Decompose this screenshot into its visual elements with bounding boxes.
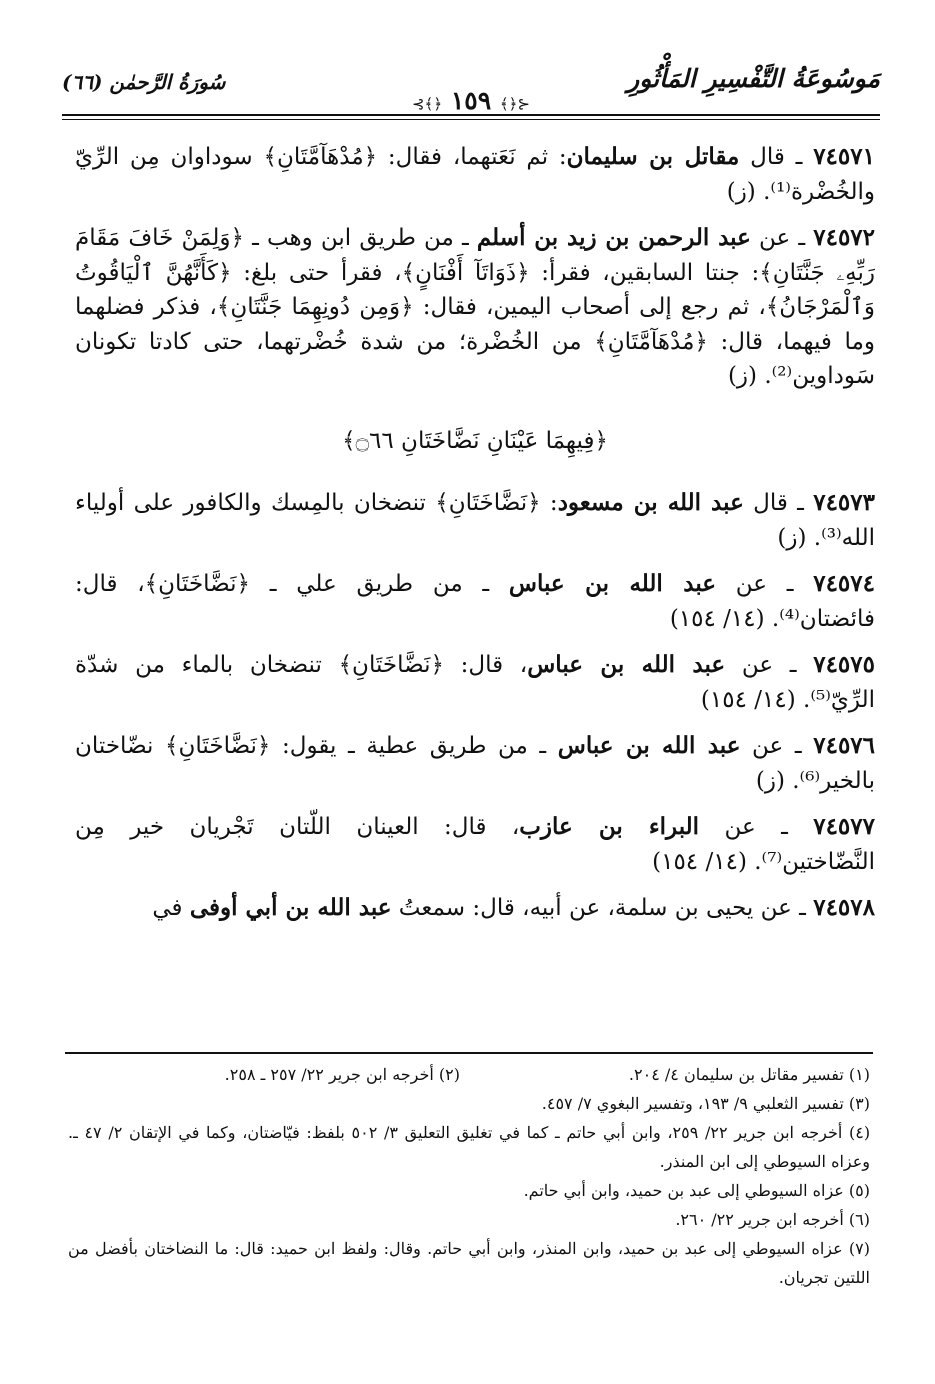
entry-text: ، قال: العينان اللّتان تَجْريان خير مِن النَّضّاختين bbox=[75, 814, 875, 875]
footnote-3: (٣) تفسير الثعلبي ٩/ ١٩٣، وتفسير البغوي ٧/ ٤٥٧. bbox=[541, 1094, 870, 1113]
entry-text: ـ عن يحيى بن سلمة، عن أبيه، قال: سمعتُ bbox=[391, 895, 814, 921]
entry-text: ـ عن bbox=[725, 652, 814, 678]
entry-text: في bbox=[152, 895, 190, 921]
footnote-rule bbox=[65, 1052, 873, 1054]
quran-quote: ﴿مُدْهَآمَّتَانِ﴾ bbox=[263, 144, 378, 170]
quran-quote: ﴿وَلِمَنْ خَافَ مَقَامَ رَبِّهِۦ جَنَّتَانِ﴾ bbox=[75, 225, 875, 286]
entry-text: ـ من طريق علي ـ bbox=[250, 571, 509, 597]
page-number-block bbox=[412, 86, 530, 115]
source-ref: . (ز) bbox=[727, 363, 772, 389]
narrator-name: عبد الله بن عباس bbox=[557, 732, 741, 759]
source-ref: . (ز) bbox=[755, 767, 800, 794]
source-ref: . (١٤/ ١٥٤) bbox=[669, 605, 780, 632]
narrator-name: البراء بن عازب bbox=[519, 813, 700, 840]
header-rule bbox=[62, 114, 880, 120]
entry-74577 bbox=[75, 810, 875, 879]
entry-number: ٧٤٥٧٥ bbox=[813, 651, 875, 678]
source-ref: . (١٤/ ١٥٤) bbox=[700, 686, 811, 713]
narrator-name: مقاتل بن سليمان bbox=[566, 143, 740, 170]
footnote-1: (١) تفسير مقاتل بن سليمان ٤/ ٢٠٤. bbox=[628, 1065, 870, 1084]
footnote-ref: ⁽²⁾ bbox=[771, 363, 793, 389]
entry-number: ٧٤٥٧٣ bbox=[813, 489, 875, 516]
entry-text: ـ عن bbox=[740, 733, 814, 759]
entry-74575 bbox=[75, 648, 875, 717]
source-ref: . (ز) bbox=[726, 178, 771, 205]
entry-text: : ثم نَعَتهما، فقال: bbox=[377, 144, 567, 170]
entry-text: ـ عن bbox=[750, 225, 814, 251]
entry-number: ٧٤٥٧٧ bbox=[813, 813, 875, 840]
source-ref: . (ز) bbox=[777, 524, 822, 551]
entry-text: سوداوان مِن الرِّيّ والخُضْرة bbox=[75, 144, 875, 205]
entry-text: تنضخان بالمِسك والكافور على أولياء الله bbox=[75, 490, 875, 551]
entry-74578 bbox=[75, 891, 875, 926]
entry-text: تنضخان بالماء من شدّة الرِّيّ bbox=[75, 652, 875, 713]
footnotes bbox=[68, 1060, 870, 1292]
surah-label: سُورَةُ الرَّحمٰن (٦٦) bbox=[62, 70, 226, 94]
entry-text: ـ قال bbox=[743, 490, 814, 516]
footnote-ref: ⁽⁵⁾ bbox=[810, 686, 831, 713]
entry-text: ـ عن bbox=[715, 571, 814, 597]
entry-text: نضّاختان بالخير bbox=[75, 733, 875, 794]
entry-text: ـ عن bbox=[699, 814, 814, 840]
entry-text: ، قال: bbox=[443, 652, 528, 678]
verse-heading: ﴿فِيهِمَا عَيْنَانِ نَضَّاخَتَانِ ۝٦٦﴾ bbox=[342, 427, 608, 454]
footnote-7: (٧) عزاه السيوطي إلى عبد بن حميد، وابن المنذر، وابن أبي حاتم. وقال: ولفظ ابن حميد: قال: ما النضاختان بأفضل من اللتين تجريان. bbox=[68, 1239, 870, 1287]
entry-text: ، قال: فائضتان bbox=[75, 571, 875, 632]
entry-text: ـ قال bbox=[739, 144, 814, 170]
footnote-ref: ⁽⁴⁾ bbox=[779, 605, 800, 632]
quran-quote: ﴿نَضَّاخَتَانِ﴾ bbox=[435, 490, 541, 516]
footnote-6: (٦) أخرجه ابن جرير ٢٢/ ٢٦٠. bbox=[675, 1210, 870, 1229]
entry-74574 bbox=[75, 567, 875, 636]
entry-74573 bbox=[75, 486, 875, 555]
quran-quote: ﴿نَضَّاخَتَانِ﴾ bbox=[338, 652, 444, 678]
footnote-row bbox=[68, 1060, 870, 1089]
page-header bbox=[62, 60, 880, 116]
source-ref: . (١٤/ ١٥٤) bbox=[652, 848, 762, 875]
narrator-name: عبد الله بن عباس bbox=[527, 651, 726, 678]
footnote-ref: ⁽³⁾ bbox=[821, 524, 842, 551]
footnote-ref: ⁽⁶⁾ bbox=[799, 767, 821, 794]
footnote-4: (٤) أخرجه ابن جرير ٢٢/ ٢٥٩، وابن أبي حاتم ـ كما في تغليق التعليق ٣/ ٥٠٢ بلفظ: فيّاضتان، وكما في الإتقان ٢/ ٤٧ ـ. وعزاه السيوطي إلى ابن المنذر. bbox=[68, 1123, 871, 1171]
book-title: مَوسُوعَةُ التَّفْسِيرِ المَأْثُورِ bbox=[627, 64, 880, 93]
ornament-right-icon: ⊰﴿﴾ bbox=[499, 95, 531, 113]
footnote-2: (٢) أخرجه ابن جرير ٢٢/ ٢٥٧ ـ ٢٥٨. bbox=[224, 1065, 460, 1084]
footnote-ref: ⁽⁷⁾ bbox=[761, 848, 783, 875]
entry-text: : جنتا السابقين، فقرأ: ﴿ذَوَاتَآ أَفْنَانٍ﴾، فقرأ حتى بلغ: ﴿كَأَنَّهُنَّ ٱلْيَاقُوتُ وَٱلْمَرْجَانُ﴾، ثم رجع إلى أصحاب اليمين، فقال: ﴿وَمِن دُونِهِمَا جَنَّتَانِ﴾، فذكر فضلهما وما فيهما، قال: ﴿مُدْهَآمَّتَانِ﴾ من الخُضْرة؛ من شدة خُضْرتهما، حتى كادتا تكونان سَوداوين bbox=[75, 259, 875, 389]
entry-74576 bbox=[75, 729, 875, 798]
entry-text: ـ من طريق عطية ـ يقول: bbox=[270, 733, 558, 759]
entry-text: ـ من طريق ابن وهب ـ bbox=[243, 225, 477, 251]
page-number: ١٥٩ bbox=[450, 86, 492, 115]
quran-quote: ﴿نَضَّاخَتَانِ﴾ bbox=[144, 571, 251, 597]
entry-number: ٧٤٥٧٤ bbox=[813, 570, 875, 597]
narrator-name: عبد الله بن أبي أوفى bbox=[189, 894, 392, 921]
entry-number: ٧٤٥٧٨ bbox=[813, 894, 875, 921]
entry-text: : bbox=[540, 490, 558, 516]
narrator-name: عبد الله بن مسعود bbox=[557, 489, 744, 516]
entry-74571 bbox=[75, 140, 875, 209]
narrator-name: عبد الرحمن بن زيد بن أسلم bbox=[476, 224, 751, 251]
entry-number: ٧٤٥٧١ bbox=[813, 143, 875, 170]
entry-number: ٧٤٥٧٦ bbox=[813, 732, 876, 759]
narrator-name: عبد الله بن عباس bbox=[508, 570, 716, 597]
entry-number: ٧٤٥٧٢ bbox=[813, 224, 876, 251]
quran-quote: ﴿نَضَّاخَتَانِ﴾ bbox=[165, 733, 271, 759]
footnote-5: (٥) عزاه السيوطي إلى عبد بن حميد، وابن أبي حاتم. bbox=[523, 1181, 870, 1200]
ornament-left-icon: ﴿﴾⊱ bbox=[411, 95, 443, 113]
main-text bbox=[75, 140, 875, 938]
footnote-ref: ⁽¹⁾ bbox=[770, 178, 791, 205]
entry-74572 bbox=[75, 221, 875, 394]
